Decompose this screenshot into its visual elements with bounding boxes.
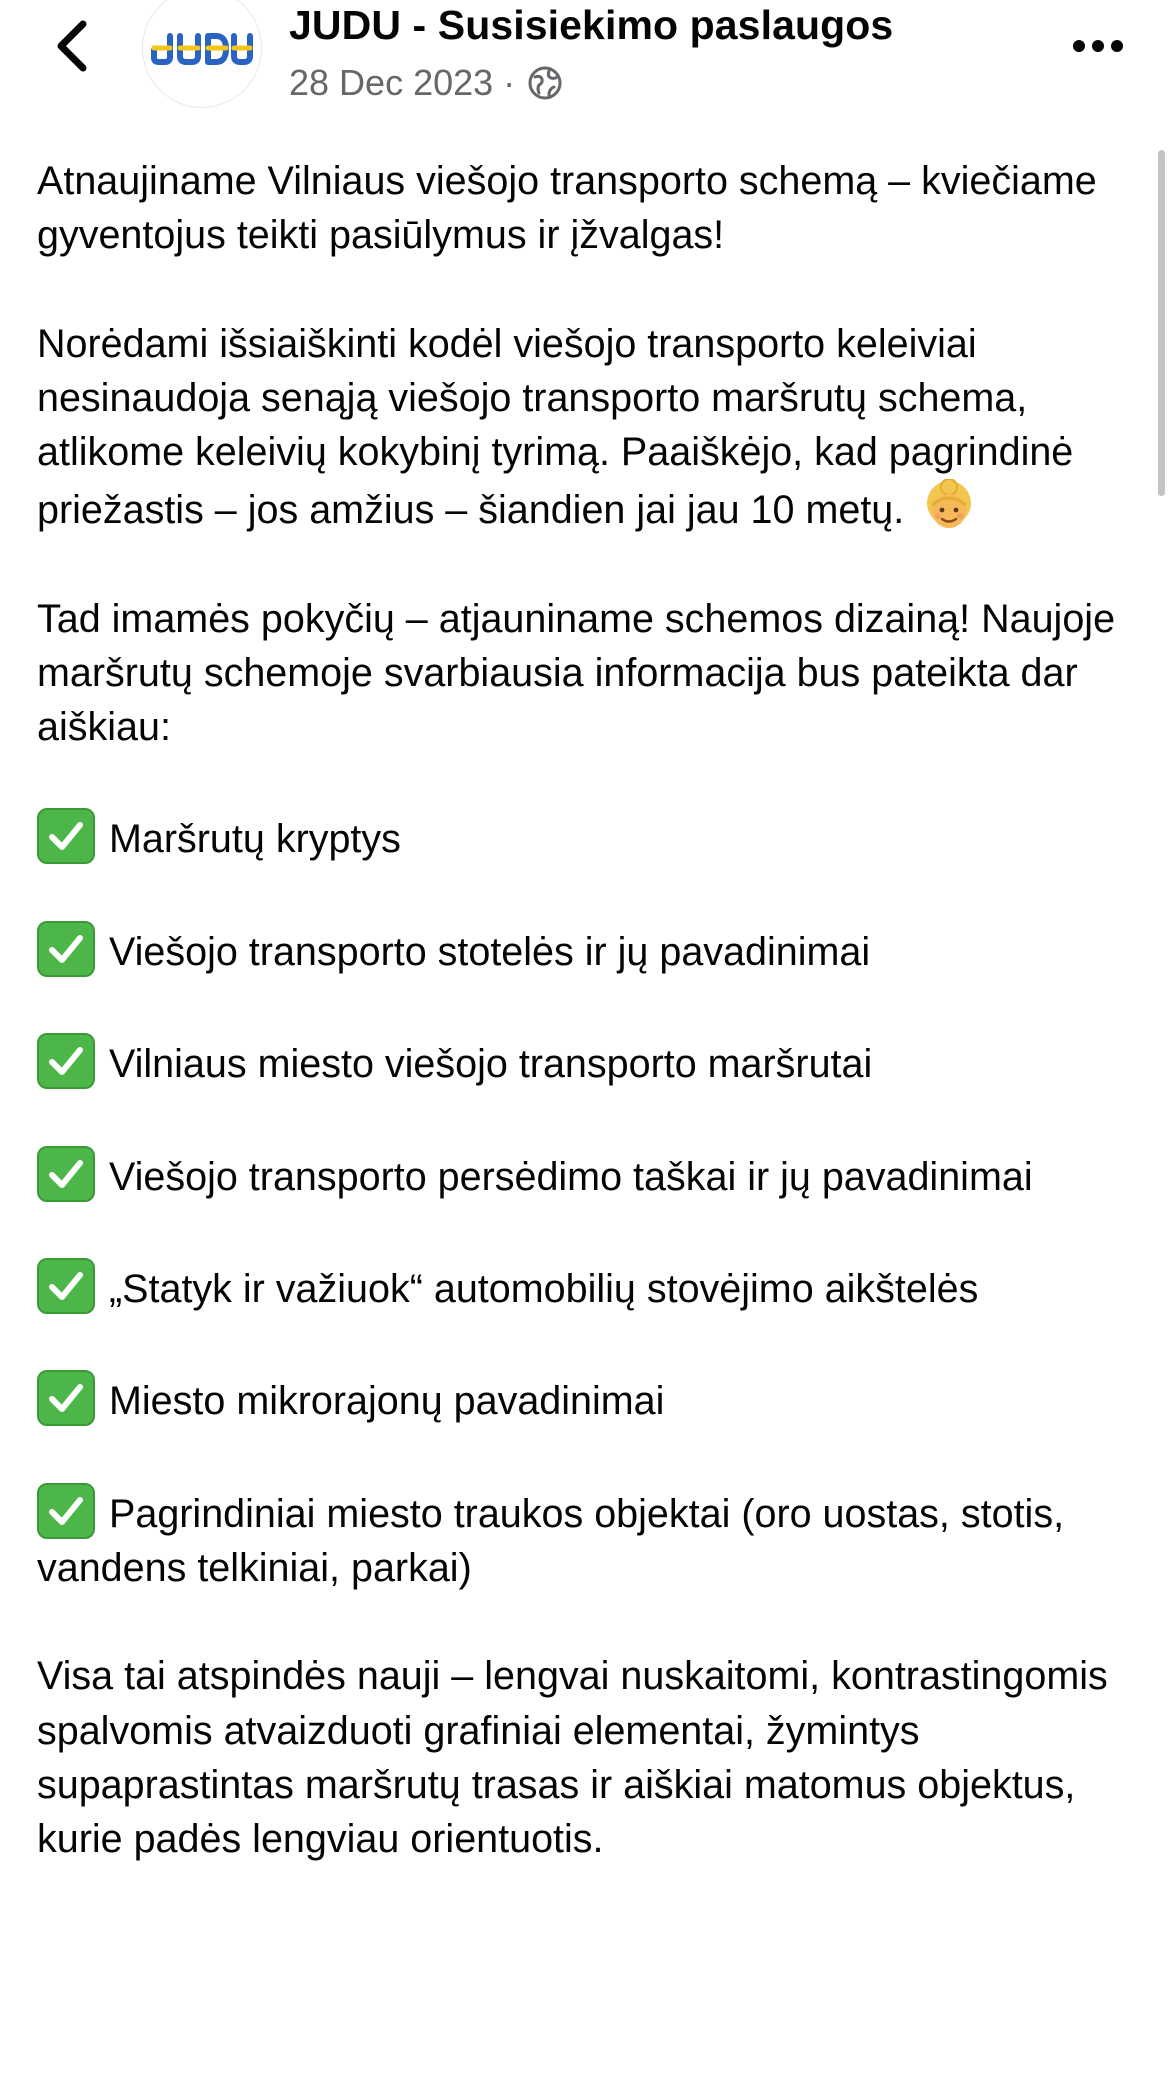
post-paragraph-research	[37, 317, 1147, 538]
post-meta	[289, 62, 563, 104]
post-text	[37, 154, 1147, 1866]
meta-separator: ·	[503, 62, 516, 103]
globe-icon[interactable]	[527, 65, 563, 101]
checklist-item-text: Vilniaus miesto viešojo transporto maršrutai	[109, 1042, 873, 1087]
checklist-item	[37, 1370, 1147, 1428]
checklist-item-text: Miesto mikrorajonų pavadinimai	[109, 1379, 665, 1424]
checklist-item-text: Pagrindiniai miesto traukos objektai (oro uostas, stotis, vandens telkiniai, parkai)	[37, 1491, 1065, 1590]
more-horizontal-icon	[1072, 39, 1124, 58]
checklist-item	[37, 1146, 1147, 1204]
check-mark-button-icon	[37, 808, 95, 864]
checklist-item	[37, 921, 1147, 979]
post-paragraph-intro-list: Tad imamės pokyčių – atjauniname schemos dizainą! Naujoje maršrutų schemoje svarbiausia informacija bus pateikta dar aiškiau:	[37, 596, 1116, 749]
post-intro: Atnaujiname Vilniaus viešojo transporto schemą – kviečiame gyventojus teikti pasiūlymus ir įžvalgas!	[37, 159, 1097, 258]
more-options-button[interactable]	[1066, 20, 1130, 76]
chevron-left-icon	[55, 20, 89, 77]
checklist-item	[37, 1033, 1147, 1091]
back-button[interactable]	[44, 16, 100, 80]
judu-logo	[150, 28, 254, 68]
page-name[interactable]: JUDU - Susisiekimo paslaugos	[289, 2, 894, 48]
checklist-item	[37, 808, 1147, 866]
check-mark-button-icon	[37, 921, 95, 977]
checklist-item-text: „Statyk ir važiuok“ automobilių stovėjimo aikštelės	[109, 1266, 979, 1311]
checklist-item-text: Maršrutų kryptys	[109, 817, 401, 862]
post-paragraph-research-text: Norėdami išsiaiškinti kodėl viešojo transporto keleiviai nesinaudoja senąją viešojo transporto maršrutų schema, atlikome keleivių kokybinį tyrimą. Paaiškėjo, kad pagrindinė priežastis – jos amžius – šiandien jai jau 10 metų.	[37, 321, 1074, 533]
post-header	[0, 0, 1170, 130]
check-mark-button-icon	[37, 1258, 95, 1314]
post-paragraph-closing: Visa tai atspindės nauji – lengvai nuskaitomi, kontrastingomis spalvomis atvaizduoti grafiniai elementai, žymintys supaprastintas maršrutų trasas ir aiškiai matomus objektus, kurie padės lengviau orientuotis.	[37, 1654, 1108, 1861]
vertical-scrollbar[interactable]	[1158, 150, 1165, 496]
older-woman-emoji-icon	[921, 479, 977, 535]
checklist-item-text: Viešojo transporto persėdimo taškai ir jų pavadinimai	[109, 1154, 1033, 1199]
check-mark-button-icon	[37, 1033, 95, 1089]
checklist-item-text: Viešojo transporto stotelės ir jų pavadinimai	[109, 929, 871, 974]
check-mark-button-icon	[37, 1483, 95, 1539]
checklist-item	[37, 1258, 1147, 1316]
avatar[interactable]	[142, 0, 262, 108]
check-mark-button-icon	[37, 1370, 95, 1426]
checklist-item	[37, 1483, 1147, 1595]
post-date[interactable]: 28 Dec 2023	[289, 62, 494, 103]
check-mark-button-icon	[37, 1146, 95, 1202]
